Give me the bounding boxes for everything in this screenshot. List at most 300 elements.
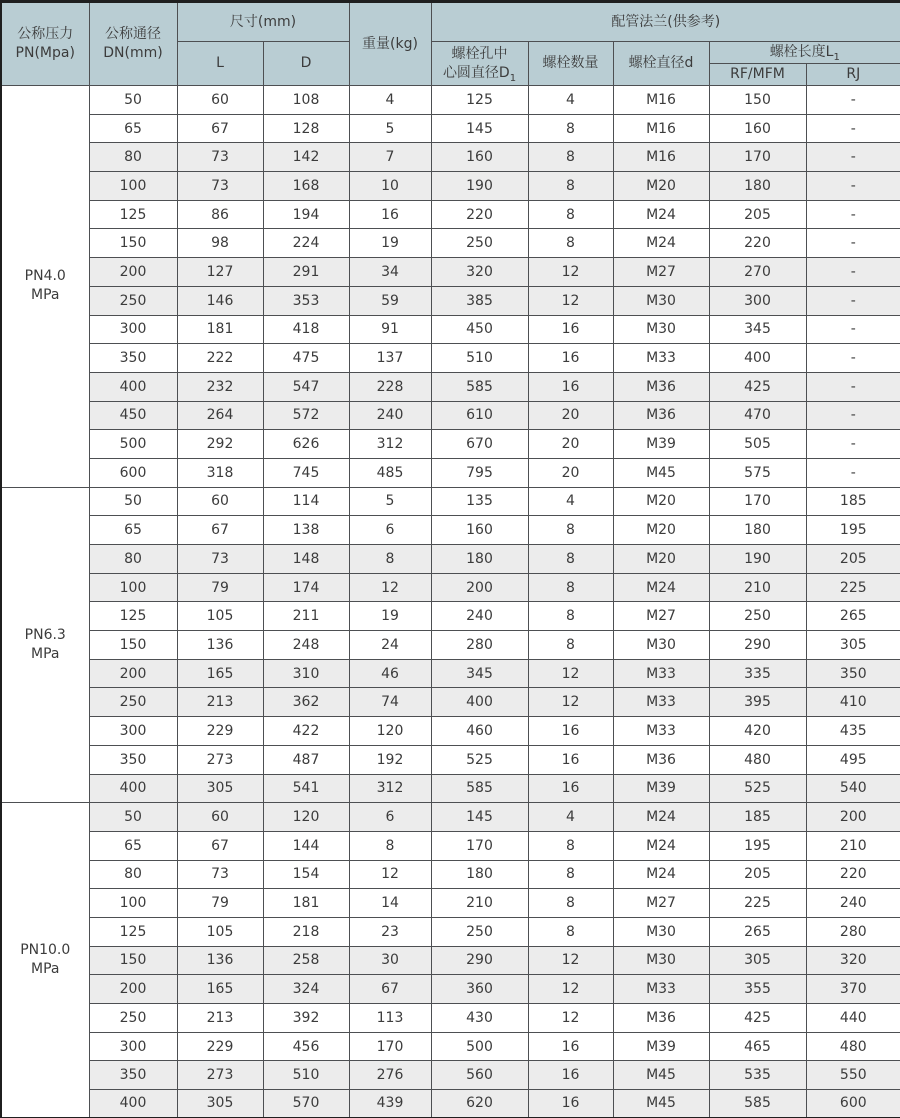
cell-weight: 439	[349, 1090, 431, 1118]
table-row	[1, 803, 900, 832]
cell-bolt-quantity: 8	[528, 917, 613, 946]
cell-l: 165	[177, 659, 263, 688]
cell-rf-mfm: 180	[709, 516, 806, 545]
pressure-group	[1, 86, 900, 488]
cell-d: 154	[263, 860, 349, 889]
cell-rf-mfm: 170	[709, 143, 806, 172]
cell-weight: 170	[349, 1032, 431, 1061]
cell-rj: 220	[806, 860, 900, 889]
cell-dn: 50	[89, 86, 177, 115]
header-bolt-quantity: 螺栓数量	[528, 42, 613, 86]
cell-weight: 192	[349, 745, 431, 774]
cell-bolt-circle-diameter: 400	[431, 688, 528, 717]
cell-l: 98	[177, 229, 263, 258]
cell-bolt-diameter: M20	[613, 487, 709, 516]
table-header	[1, 2, 900, 86]
table-row	[1, 545, 900, 574]
cell-d: 541	[263, 774, 349, 803]
cell-bolt-circle-diameter: 670	[431, 430, 528, 459]
cell-weight: 276	[349, 1061, 431, 1090]
pressure-value: PN4.0	[24, 268, 66, 285]
table-row	[1, 229, 900, 258]
cell-d: 324	[263, 975, 349, 1004]
cell-dn: 250	[89, 1004, 177, 1033]
cell-weight: 485	[349, 458, 431, 487]
header-size-d: D	[263, 42, 349, 86]
cell-rf-mfm: 160	[709, 114, 806, 143]
table-row	[1, 717, 900, 746]
cell-dn: 80	[89, 860, 177, 889]
cell-rj: -	[806, 258, 900, 287]
cell-bolt-circle-diameter: 280	[431, 631, 528, 660]
cell-dn: 125	[89, 602, 177, 631]
cell-dn: 100	[89, 889, 177, 918]
cell-bolt-quantity: 4	[528, 803, 613, 832]
cell-rj: -	[806, 143, 900, 172]
cell-weight: 12	[349, 860, 431, 889]
cell-rf-mfm: 220	[709, 229, 806, 258]
cell-dn: 150	[89, 631, 177, 660]
table-row	[1, 774, 900, 803]
table-row	[1, 516, 900, 545]
cell-bolt-diameter: M27	[613, 602, 709, 631]
pressure-unit: MPa	[31, 960, 60, 977]
cell-dn: 65	[89, 114, 177, 143]
cell-bolt-circle-diameter: 460	[431, 717, 528, 746]
cell-bolt-diameter: M24	[613, 200, 709, 229]
table-row	[1, 258, 900, 287]
cell-rf-mfm: 270	[709, 258, 806, 287]
cell-l: 73	[177, 143, 263, 172]
pressure-unit: MPa	[31, 287, 60, 304]
header-size-l: L	[177, 42, 263, 86]
cell-rj: 370	[806, 975, 900, 1004]
cell-rj: -	[806, 286, 900, 315]
cell-bolt-quantity: 8	[528, 200, 613, 229]
cell-bolt-quantity: 16	[528, 774, 613, 803]
cell-bolt-diameter: M33	[613, 659, 709, 688]
cell-dn: 150	[89, 229, 177, 258]
cell-bolt-diameter: M16	[613, 86, 709, 115]
table-row	[1, 172, 900, 201]
cell-l: 67	[177, 516, 263, 545]
table-row	[1, 315, 900, 344]
cell-weight: 6	[349, 516, 431, 545]
cell-dn: 150	[89, 946, 177, 975]
cell-d: 392	[263, 1004, 349, 1033]
cell-d: 422	[263, 717, 349, 746]
cell-bolt-quantity: 8	[528, 172, 613, 201]
cell-bolt-quantity: 8	[528, 143, 613, 172]
cell-bolt-quantity: 12	[528, 975, 613, 1004]
cell-l: 67	[177, 831, 263, 860]
cell-dn: 80	[89, 545, 177, 574]
table-row	[1, 659, 900, 688]
cell-l: 305	[177, 1090, 263, 1118]
cell-dn: 300	[89, 315, 177, 344]
cell-rj: -	[806, 229, 900, 258]
table-row	[1, 573, 900, 602]
cell-weight: 46	[349, 659, 431, 688]
table-row	[1, 631, 900, 660]
cell-d: 570	[263, 1090, 349, 1118]
cell-weight: 137	[349, 344, 431, 373]
table-row	[1, 1032, 900, 1061]
cell-bolt-circle-diameter: 170	[431, 831, 528, 860]
header-bolt-length-rj: RJ	[806, 64, 900, 86]
cell-bolt-diameter: M24	[613, 803, 709, 832]
cell-rf-mfm: 335	[709, 659, 806, 688]
cell-bolt-diameter: M33	[613, 688, 709, 717]
cell-bolt-diameter: M30	[613, 917, 709, 946]
cell-bolt-quantity: 12	[528, 258, 613, 287]
table-row	[1, 602, 900, 631]
table-row	[1, 860, 900, 889]
header-nominal-diameter-line1: 公称通径	[105, 26, 161, 43]
cell-l: 232	[177, 372, 263, 401]
header-nominal-pressure	[1, 2, 89, 86]
cell-d: 510	[263, 1061, 349, 1090]
header-bolt-length-rf-mfm: RF/MFM	[709, 64, 806, 86]
cell-dn: 50	[89, 487, 177, 516]
cell-l: 264	[177, 401, 263, 430]
cell-bolt-quantity: 8	[528, 229, 613, 258]
table-row	[1, 831, 900, 860]
cell-bolt-circle-diameter: 290	[431, 946, 528, 975]
cell-bolt-quantity: 4	[528, 487, 613, 516]
cell-bolt-diameter: M30	[613, 286, 709, 315]
cell-d: 211	[263, 602, 349, 631]
table-row	[1, 487, 900, 516]
cell-weight: 7	[349, 143, 431, 172]
cell-weight: 120	[349, 717, 431, 746]
cell-rj: 350	[806, 659, 900, 688]
cell-bolt-diameter: M39	[613, 1032, 709, 1061]
header-weight: 重量(kg)	[349, 2, 431, 86]
cell-dn: 65	[89, 516, 177, 545]
cell-dn: 65	[89, 831, 177, 860]
cell-l: 146	[177, 286, 263, 315]
cell-d: 120	[263, 803, 349, 832]
pressure-group	[1, 487, 900, 803]
cell-l: 60	[177, 487, 263, 516]
cell-rf-mfm: 425	[709, 372, 806, 401]
cell-rf-mfm: 420	[709, 717, 806, 746]
cell-rj: 280	[806, 917, 900, 946]
table-row	[1, 143, 900, 172]
cell-weight: 74	[349, 688, 431, 717]
cell-bolt-diameter: M24	[613, 573, 709, 602]
cell-d: 248	[263, 631, 349, 660]
cell-bolt-circle-diameter: 160	[431, 516, 528, 545]
cell-d: 218	[263, 917, 349, 946]
cell-bolt-circle-diameter: 180	[431, 860, 528, 889]
cell-bolt-quantity: 16	[528, 1032, 613, 1061]
table-row	[1, 1090, 900, 1118]
cell-bolt-circle-diameter: 585	[431, 774, 528, 803]
header-nominal-pressure-line2: PN(Mpa)	[15, 45, 75, 61]
table-row	[1, 286, 900, 315]
cell-rj: 305	[806, 631, 900, 660]
table-row	[1, 86, 900, 115]
cell-dn: 300	[89, 717, 177, 746]
cell-bolt-quantity: 12	[528, 688, 613, 717]
cell-weight: 59	[349, 286, 431, 315]
cell-bolt-circle-diameter: 430	[431, 1004, 528, 1033]
cell-dn: 80	[89, 143, 177, 172]
cell-bolt-quantity: 8	[528, 114, 613, 143]
cell-dn: 250	[89, 286, 177, 315]
cell-l: 60	[177, 86, 263, 115]
cell-l: 213	[177, 688, 263, 717]
cell-d: 142	[263, 143, 349, 172]
cell-d: 138	[263, 516, 349, 545]
cell-bolt-quantity: 8	[528, 860, 613, 889]
cell-dn: 350	[89, 745, 177, 774]
cell-rf-mfm: 585	[709, 1090, 806, 1118]
cell-weight: 240	[349, 401, 431, 430]
cell-rj: -	[806, 372, 900, 401]
cell-rf-mfm: 305	[709, 946, 806, 975]
cell-l: 165	[177, 975, 263, 1004]
cell-bolt-diameter: M24	[613, 831, 709, 860]
cell-bolt-quantity: 12	[528, 946, 613, 975]
cell-dn: 200	[89, 258, 177, 287]
cell-l: 67	[177, 114, 263, 143]
cell-rj: -	[806, 86, 900, 115]
cell-bolt-circle-diameter: 145	[431, 803, 528, 832]
cell-weight: 113	[349, 1004, 431, 1033]
cell-bolt-quantity: 16	[528, 344, 613, 373]
table-row	[1, 114, 900, 143]
cell-bolt-circle-diameter: 190	[431, 172, 528, 201]
cell-dn: 200	[89, 659, 177, 688]
cell-dn: 50	[89, 803, 177, 832]
cell-d: 456	[263, 1032, 349, 1061]
cell-l: 213	[177, 1004, 263, 1033]
header-bolt-length: 螺栓长度$L_1$	[709, 42, 900, 64]
cell-d: 547	[263, 372, 349, 401]
cell-bolt-diameter: M45	[613, 1061, 709, 1090]
cell-l: 181	[177, 315, 263, 344]
header-size: 尺寸(mm)	[177, 2, 349, 42]
cell-d: 475	[263, 344, 349, 373]
cell-weight: 8	[349, 545, 431, 574]
cell-d: 224	[263, 229, 349, 258]
cell-bolt-diameter: M24	[613, 860, 709, 889]
pressure-value: PN6.3	[24, 627, 66, 644]
cell-d: 181	[263, 889, 349, 918]
cell-rf-mfm: 205	[709, 860, 806, 889]
cell-bolt-diameter: M36	[613, 372, 709, 401]
cell-bolt-circle-diameter: 500	[431, 1032, 528, 1061]
cell-l: 273	[177, 1061, 263, 1090]
cell-l: 273	[177, 745, 263, 774]
cell-d: 487	[263, 745, 349, 774]
cell-rf-mfm: 150	[709, 86, 806, 115]
cell-l: 222	[177, 344, 263, 373]
cell-bolt-quantity: 8	[528, 573, 613, 602]
cell-bolt-diameter: M20	[613, 172, 709, 201]
cell-rj: 495	[806, 745, 900, 774]
cell-bolt-circle-diameter: 210	[431, 889, 528, 918]
header-nominal-diameter-line2: DN(mm)	[103, 45, 163, 61]
cell-dn: 350	[89, 344, 177, 373]
cell-bolt-diameter: M20	[613, 516, 709, 545]
table-row	[1, 1004, 900, 1033]
cell-bolt-circle-diameter: 360	[431, 975, 528, 1004]
pressure-group	[1, 803, 900, 1118]
cell-rf-mfm: 290	[709, 631, 806, 660]
cell-rj: -	[806, 315, 900, 344]
cell-weight: 10	[349, 172, 431, 201]
cell-d: 626	[263, 430, 349, 459]
cell-bolt-quantity: 20	[528, 458, 613, 487]
cell-rj: -	[806, 200, 900, 229]
cell-bolt-quantity: 16	[528, 1090, 613, 1118]
cell-l: 305	[177, 774, 263, 803]
cell-d: 291	[263, 258, 349, 287]
cell-bolt-quantity: 20	[528, 430, 613, 459]
header-nominal-diameter	[89, 2, 177, 86]
cell-bolt-diameter: M30	[613, 315, 709, 344]
cell-dn: 600	[89, 458, 177, 487]
cell-bolt-circle-diameter: 385	[431, 286, 528, 315]
cell-rj: -	[806, 114, 900, 143]
cell-rj: 410	[806, 688, 900, 717]
cell-bolt-circle-diameter: 125	[431, 86, 528, 115]
cell-d: 114	[263, 487, 349, 516]
cell-bolt-circle-diameter: 320	[431, 258, 528, 287]
cell-rj: 550	[806, 1061, 900, 1090]
cell-bolt-diameter: M30	[613, 946, 709, 975]
cell-l: 79	[177, 889, 263, 918]
cell-bolt-quantity: 8	[528, 602, 613, 631]
cell-bolt-quantity: 8	[528, 516, 613, 545]
cell-rj: 195	[806, 516, 900, 545]
cell-dn: 100	[89, 172, 177, 201]
cell-weight: 24	[349, 631, 431, 660]
cell-weight: 23	[349, 917, 431, 946]
cell-bolt-diameter: M45	[613, 458, 709, 487]
table-row	[1, 889, 900, 918]
cell-d: 144	[263, 831, 349, 860]
cell-rj: 540	[806, 774, 900, 803]
cell-weight: 19	[349, 229, 431, 258]
cell-weight: 4	[349, 86, 431, 115]
cell-bolt-quantity: 16	[528, 315, 613, 344]
cell-rf-mfm: 395	[709, 688, 806, 717]
cell-rf-mfm: 525	[709, 774, 806, 803]
cell-bolt-quantity: 8	[528, 889, 613, 918]
header-pipe-flange: 配管法兰(供参考)	[431, 2, 900, 42]
cell-bolt-circle-diameter: 795	[431, 458, 528, 487]
cell-l: 229	[177, 717, 263, 746]
table-row	[1, 430, 900, 459]
cell-bolt-diameter: M39	[613, 430, 709, 459]
cell-l: 60	[177, 803, 263, 832]
cell-bolt-quantity: 16	[528, 717, 613, 746]
cell-dn: 300	[89, 1032, 177, 1061]
cell-dn: 125	[89, 200, 177, 229]
cell-l: 136	[177, 946, 263, 975]
cell-weight: 91	[349, 315, 431, 344]
cell-d: 148	[263, 545, 349, 574]
cell-bolt-circle-diameter: 145	[431, 114, 528, 143]
cell-d: 310	[263, 659, 349, 688]
cell-bolt-circle-diameter: 560	[431, 1061, 528, 1090]
table-row	[1, 975, 900, 1004]
cell-weight: 228	[349, 372, 431, 401]
pressure-unit: MPa	[31, 645, 60, 662]
cell-bolt-diameter: M27	[613, 258, 709, 287]
cell-weight: 312	[349, 774, 431, 803]
cell-bolt-quantity: 20	[528, 401, 613, 430]
table-row	[1, 1061, 900, 1090]
cell-bolt-diameter: M30	[613, 631, 709, 660]
cell-bolt-diameter: M36	[613, 401, 709, 430]
table-row	[1, 745, 900, 774]
cell-rf-mfm: 205	[709, 200, 806, 229]
cell-d: 572	[263, 401, 349, 430]
cell-weight: 6	[349, 803, 431, 832]
cell-rf-mfm: 170	[709, 487, 806, 516]
cell-rj: -	[806, 344, 900, 373]
cell-d: 194	[263, 200, 349, 229]
cell-rj: 480	[806, 1032, 900, 1061]
cell-l: 86	[177, 200, 263, 229]
cell-d: 353	[263, 286, 349, 315]
cell-rj: 200	[806, 803, 900, 832]
cell-dn: 400	[89, 1090, 177, 1118]
cell-bolt-diameter: M36	[613, 1004, 709, 1033]
cell-bolt-quantity: 8	[528, 545, 613, 574]
cell-bolt-diameter: M24	[613, 229, 709, 258]
cell-l: 105	[177, 602, 263, 631]
table-row	[1, 946, 900, 975]
cell-rf-mfm: 250	[709, 602, 806, 631]
cell-rf-mfm: 480	[709, 745, 806, 774]
cell-weight: 34	[349, 258, 431, 287]
cell-rf-mfm: 195	[709, 831, 806, 860]
cell-rf-mfm: 470	[709, 401, 806, 430]
cell-bolt-circle-diameter: 220	[431, 200, 528, 229]
cell-rf-mfm: 400	[709, 344, 806, 373]
cell-rf-mfm: 425	[709, 1004, 806, 1033]
cell-bolt-circle-diameter: 160	[431, 143, 528, 172]
cell-weight: 5	[349, 114, 431, 143]
cell-d: 168	[263, 172, 349, 201]
cell-rf-mfm: 265	[709, 917, 806, 946]
cell-bolt-circle-diameter: 450	[431, 315, 528, 344]
cell-weight: 312	[349, 430, 431, 459]
cell-bolt-quantity: 8	[528, 631, 613, 660]
cell-rf-mfm: 465	[709, 1032, 806, 1061]
cell-bolt-diameter: M33	[613, 975, 709, 1004]
cell-rj: 205	[806, 545, 900, 574]
pressure-group-label	[1, 803, 89, 1118]
table-row	[1, 372, 900, 401]
cell-dn: 200	[89, 975, 177, 1004]
cell-bolt-diameter: M45	[613, 1090, 709, 1118]
cell-weight: 16	[349, 200, 431, 229]
cell-rj: 600	[806, 1090, 900, 1118]
cell-d: 418	[263, 315, 349, 344]
cell-dn: 250	[89, 688, 177, 717]
cell-l: 229	[177, 1032, 263, 1061]
cell-rj: 210	[806, 831, 900, 860]
cell-l: 127	[177, 258, 263, 287]
